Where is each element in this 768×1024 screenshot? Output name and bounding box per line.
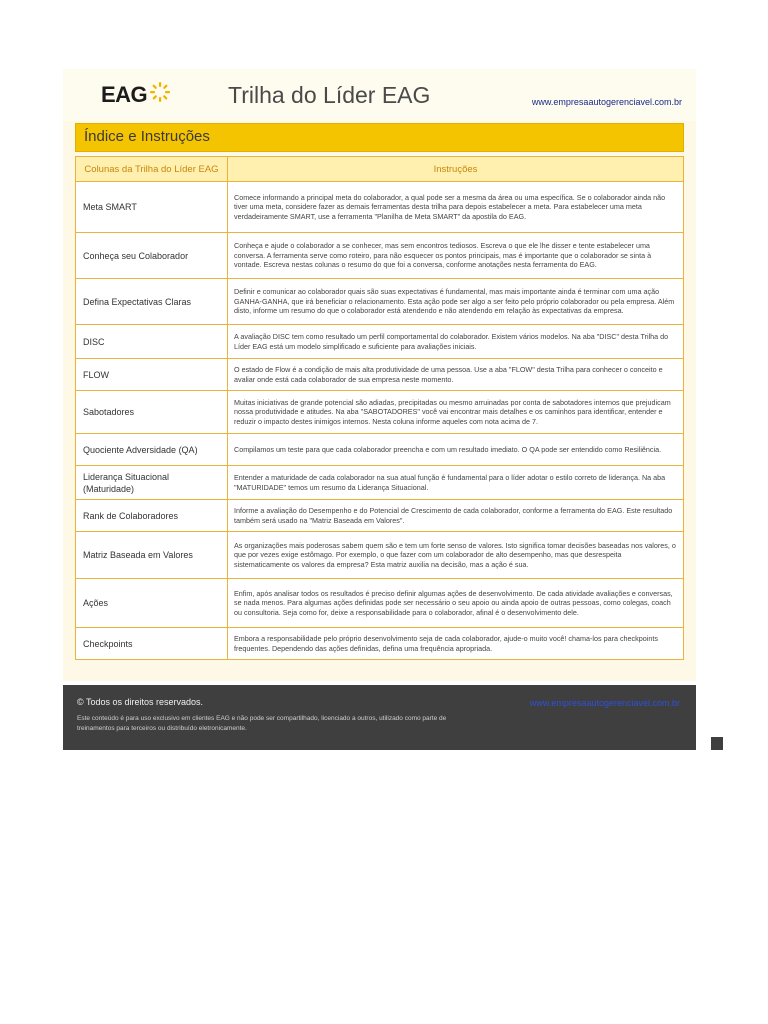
- column-header-instructions: Instruções: [228, 157, 684, 182]
- column-header-columns: Colunas da Trilha do Líder EAG: [76, 157, 228, 182]
- eag-logo: [101, 83, 171, 107]
- row-name: FLOW: [76, 359, 228, 391]
- row-name: Meta SMART: [76, 182, 228, 233]
- header-website-link[interactable]: www.empresaautogerenciavel.com.br: [531, 97, 682, 107]
- table-row: [76, 466, 684, 500]
- row-name: Sabotadores: [76, 391, 228, 434]
- table-row: [76, 434, 684, 466]
- footer-corner-block: [711, 737, 723, 750]
- row-instructions: Entender a maturidade de cada colaborador na sua atual função é fundamental para o líder adotar o estilo correto de liderança. Na aba "MATURIDADE" temos um resumo da Liderança Situacional.: [228, 466, 684, 500]
- page-header: [63, 69, 696, 121]
- table-row: [76, 325, 684, 359]
- sun-icon: [149, 81, 171, 103]
- row-name: Rank de Colaboradores: [76, 500, 228, 532]
- row-instructions: A avaliação DISC tem como resultado um perfil comportamental do colaborador. Existem vários modelos. Na aba "DISC" desta Trilha do Líder EAG está um modelo simplificado e suficiente para avaliações iniciais.: [228, 325, 684, 359]
- row-name: Checkpoints: [76, 628, 228, 660]
- section-header: [75, 123, 684, 152]
- row-instructions: Definir e comunicar ao colaborador quais são suas expectativas é fundamental, mas mais importante ainda é terminar com uma ação GANHA-GANHA, que irá beneficiar o relacionamento. Esta ação pode ser algo a ser feito pelo próprio colaborador ou pela empresa. Além disto, informe um resumo do que o colaborador está atendendo e não atendendo em relação às expectativas da empresa.: [228, 279, 684, 325]
- row-name: Ações: [76, 579, 228, 628]
- row-instructions: O estado de Flow é a condição de mais alta produtividade de uma pessoa. Use a aba "FLOW" desta Trilha para conhecer o conceito e avaliar onde está cada colaborador de sua empresa neste momento.: [228, 359, 684, 391]
- table-row: [76, 532, 684, 579]
- table-row: [76, 628, 684, 660]
- row-name: Defina Expectativas Claras: [76, 279, 228, 325]
- row-name: Conheça seu Colaborador: [76, 233, 228, 279]
- table-row: [76, 359, 684, 391]
- row-instructions: Compilamos um teste para que cada colaborador preencha e com um resultado imediato. O QA pode ser entendido como Resiliência.: [228, 434, 684, 466]
- logo-text: EAG: [101, 82, 148, 107]
- footer-website-link[interactable]: www.empresaautogerenciavel.com.br: [529, 698, 680, 708]
- footer-disclaimer: Este conteúdo é para uso exclusivo em clientes EAG e não pode ser compartilhado, licenciado a outros, utilizado como parte de treinamentos para terceiros ou distribuído eletronicamente.: [77, 715, 447, 732]
- footer-copyright: © Todos os direitos reservados.: [77, 697, 204, 707]
- page-footer: [63, 685, 696, 750]
- table-row: [76, 500, 684, 532]
- row-instructions: Comece informando a principal meta do colaborador, a qual pode ser a mesma da área ou uma específica. Se o colaborador ainda não tiver uma meta, considere fazer as demais ferramentas desta trilha para depois estabelecer a meta. Para estabelecer uma meta verdadeiramente SMART, use a ferramenta "Planilha de Meta SMART" da apostila do EAG.: [228, 182, 684, 233]
- row-name: Liderança Situacional (Maturidade): [76, 466, 228, 500]
- table-row: [76, 279, 684, 325]
- row-instructions: Embora a responsabilidade pelo próprio desenvolvimento seja de cada colaborador, ajude-o muito você! chama-los para checkpoints frequentes. Dependendo das ações definidas, defina uma frequência apropriada.: [228, 628, 684, 660]
- row-name: Matriz Baseada em Valores: [76, 532, 228, 579]
- table-header-row: [76, 157, 684, 182]
- row-instructions: Muitas iniciativas de grande potencial são adiadas, precipitadas ou mesmo arruinadas por conta de sabotadores internos que prejudicam nossa produtividade e atitudes. Na aba "SABOTADORES" você vai encontrar mais detalhes e os caminhos para identificar, entender e reduzir o impacto destes inimigos internos. Nesta coluna informe aqueles com nota acima de 7.: [228, 391, 684, 434]
- row-instructions: Enfim, após analisar todos os resultados é preciso definir algumas ações de desenvolvimento. De cada atividade avaliações e conversas, se nada menos. Para algumas ações definidas pode ser necessário o seu apoio ou ainda apoio de outras pessoas, como colegas, coach ou consultoria. Seja como for, deixe a responsabilidade para o colaborador, afinal é o desenvolvimento dele.: [228, 579, 684, 628]
- table-row: [76, 391, 684, 434]
- row-instructions: Conheça e ajude o colaborador a se conhecer, mas sem encontros tediosos. Escreva o que ele lhe disser e tente estabelecer uma conversa. A ferramenta serve como roteiro, para não esquecer os pontos principais, mas é importante que o colaborador se sinta à vontade. Escreva nestas colunas o resumo do que foi a conversa, conforme anotações nesta ferramenta do EAG.: [228, 233, 684, 279]
- row-instructions: As organizações mais poderosas sabem quem são e tem um forte senso de valores. Isto significa tomar decisões baseadas nos valores, o que por vezes exige estômago. Por exemplo, o que fazer com um colaborador de alto desempenho, mas que desrespeita sistematicamente os valores da empresa? Esta matriz auxilia na decisão, mas a ação é sua.: [228, 532, 684, 579]
- table-row: [76, 233, 684, 279]
- row-name: Quociente Adversidade (QA): [76, 434, 228, 466]
- section-title: Índice e Instruções: [84, 128, 210, 145]
- row-instructions: Informe a avaliação do Desempenho e do Potencial de Crescimento de cada colaborador, conforme a ferramenta do EAG. Este resultado também será usado na "Matriz Baseada em Valores".: [228, 500, 684, 532]
- instructions-table: [75, 156, 684, 660]
- row-name: DISC: [76, 325, 228, 359]
- table-row: [76, 182, 684, 233]
- table-row: [76, 579, 684, 628]
- document-sheet: [63, 69, 696, 681]
- document-title: Trilha do Líder EAG: [228, 82, 431, 108]
